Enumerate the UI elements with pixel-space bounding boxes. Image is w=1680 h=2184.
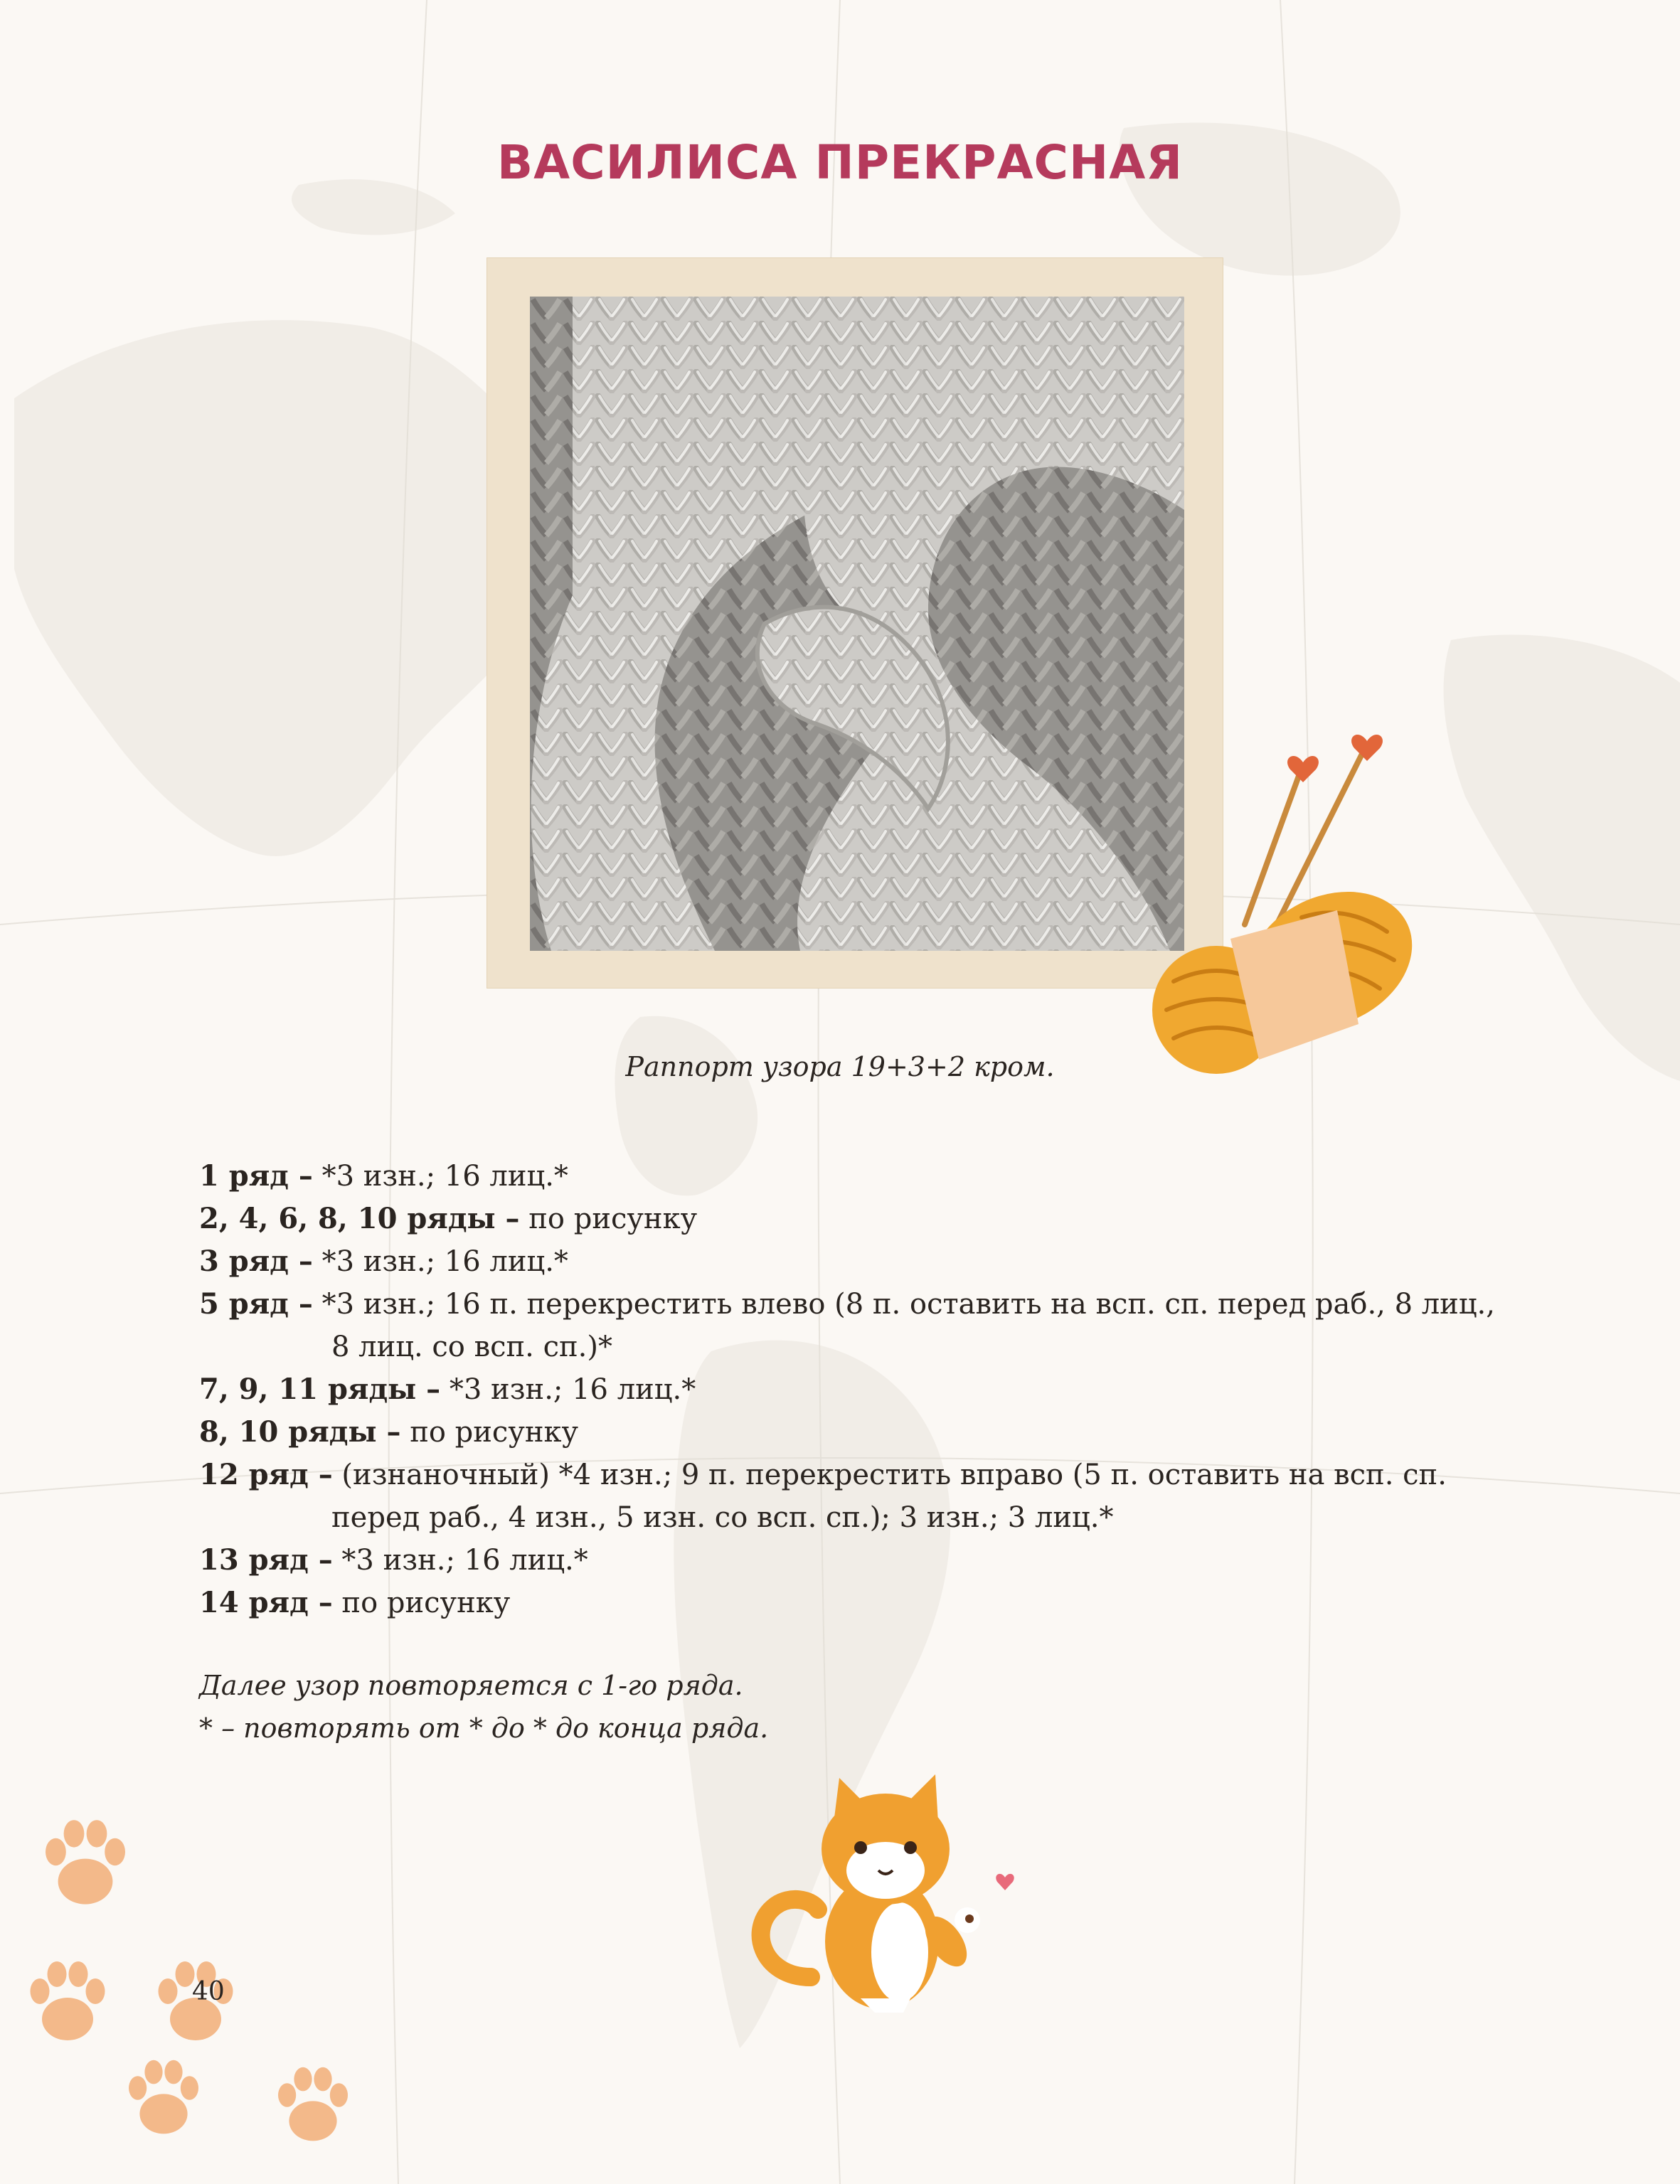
yarn-ball-with-needles-icon xyxy=(1117,725,1415,1081)
note-repeat: Далее узор повторяется с 1-го ряда. xyxy=(199,1670,743,1701)
pattern-caption: Раппорт узора 19+3+2 кром. xyxy=(625,1051,1055,1082)
instruction-row: 2, 4, 6, 8, 10 ряды – по рисунку xyxy=(199,1202,698,1235)
paw-print-icon xyxy=(28,1806,142,1920)
paw-print-icon xyxy=(114,2048,213,2148)
page-number: 40 xyxy=(192,1977,225,2006)
paw-print-icon xyxy=(14,1949,121,2055)
instruction-row: 5 ряд – *3 изн.; 16 п. перекрестить влево (8 п. оставить на всп. сп. перед раб., 8 лиц., 8 лиц. со всп. сп.)* xyxy=(199,1287,1495,1363)
instruction-row: 7, 9, 11 ряды – *3 изн.; 16 лиц.* xyxy=(199,1373,696,1406)
knitting-instructions xyxy=(199,1155,1551,1624)
instruction-row: 1 ряд – *3 изн.; 16 лиц.* xyxy=(199,1159,568,1193)
instruction-row: 8, 10 ряды – по рисунку xyxy=(199,1415,579,1449)
knitted-cable-photo xyxy=(530,297,1184,951)
paw-print-icon xyxy=(263,2055,363,2155)
page-title: ВАСИЛИСА ПРЕКРАСНАЯ xyxy=(496,135,1184,190)
cat-illustration-icon xyxy=(733,1764,1088,2020)
instruction-row: 13 ряд – *3 изн.; 16 лиц.* xyxy=(199,1543,588,1577)
note-asterisk: * – повторять от * до * до конца ряда. xyxy=(199,1712,769,1744)
instruction-row: 12 ряд – (изнаночный) *4 изн.; 9 п. перекрестить вправо (5 п. оставить на всп. сп. перед раб., 4 изн., 5 изн. со всп. сп.); 3 изн.; 3 лиц.* xyxy=(199,1458,1447,1534)
pattern-notes xyxy=(199,1664,768,1749)
pattern-photo-frame xyxy=(487,257,1223,989)
instruction-row: 14 ряд – по рисунку xyxy=(199,1586,511,1619)
instruction-row: 3 ряд – *3 изн.; 16 лиц.* xyxy=(199,1245,568,1278)
